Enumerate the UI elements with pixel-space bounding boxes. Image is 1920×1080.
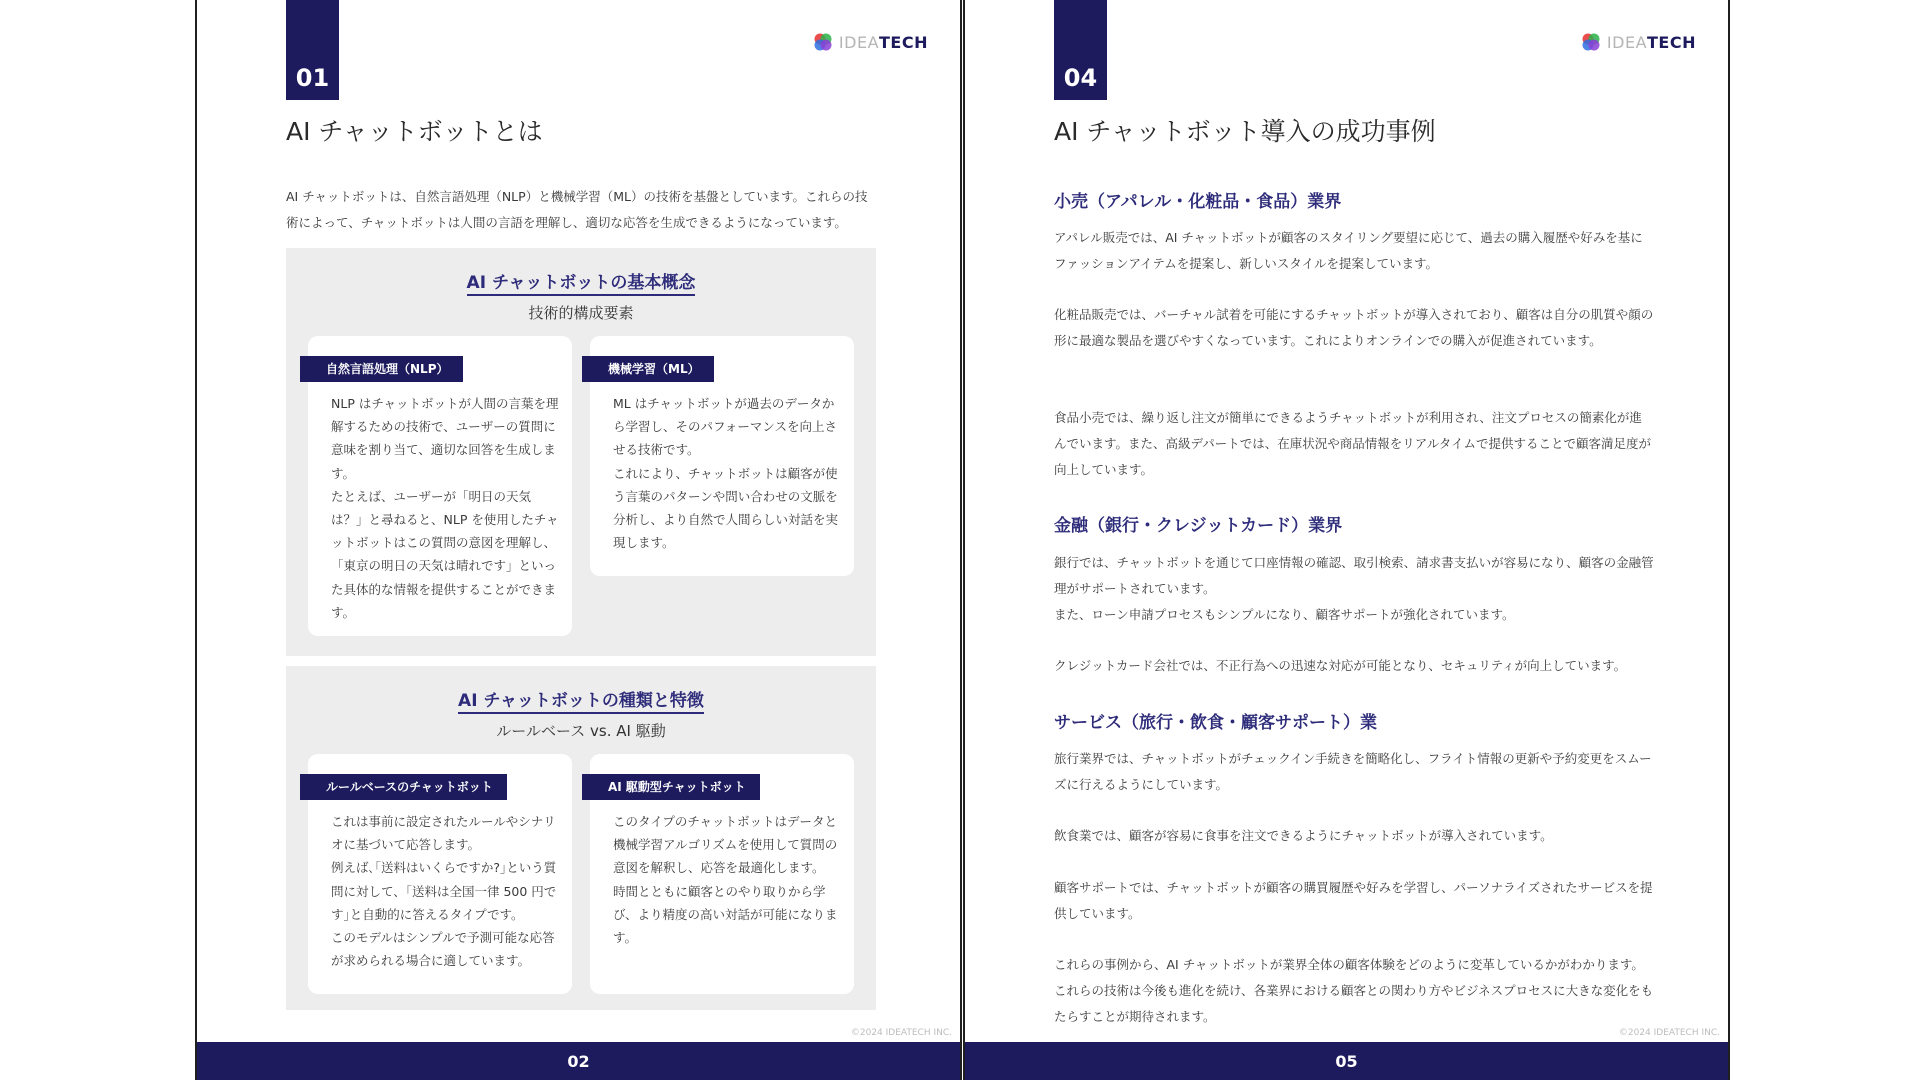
page-footer [965, 1042, 1728, 1080]
panel-title: AI チャットボットの種類と特徴 [286, 686, 876, 711]
section-heading-finance: 金融（銀行・クレジットカード）業界 [1054, 516, 1343, 536]
intro-paragraph: AI チャットボットは、自然言語処理（NLP）と機械学習（ML）の技術を基盤としています。これらの技術によって、チャットボットは人間の言語を理解し、適切な応答を生成できるようになっています。 [286, 189, 868, 230]
logo-icon [1581, 32, 1601, 52]
paragraph: 銀行では、チャットボットを通じて口座情報の確認、取引検索、請求書支払いが容易になり、顧客の金融管理がサポートされています。 また、ローン申請プロセスもシンプルになり、顧客サポートが強化されています。 [1054, 555, 1654, 622]
rule-based-card-label: ルールベースのチャットボット [300, 774, 507, 800]
page-number: 05 [1335, 1051, 1358, 1071]
ai-driven-card [590, 754, 854, 994]
page-footer [197, 1042, 960, 1080]
copyright-text: ©2024 IDEATECH INC. [850, 1028, 952, 1038]
ai-driven-card-body: このタイプのチャットボットはデータと機械学習アルゴリズムを使用して質問の意図を解釈し、応答を最適化します。 時間とともに顧客とのやり取りから学び、より精度の高い対話が可能になります。 [613, 814, 838, 946]
ml-card-body: ML はチャットボットが過去のデータから学習し、そのパフォーマンスを向上させる技術です。 これにより、チャットボットは顧客が使う言葉のパターンや問い合わせの文脈を分析し、より自然で人間らしい対話を実現します。 [613, 396, 839, 551]
nlp-card [308, 336, 572, 636]
panel-title: AI チャットボットの基本概念 [286, 268, 876, 293]
document-page-left [195, 0, 962, 1080]
nlp-card-label: 自然言語処理（NLP） [300, 356, 463, 382]
paragraph: 飲食業では、顧客が容易に食事を注文できるようにチャットボットが導入されています。 [1054, 828, 1553, 843]
types-panel [286, 666, 876, 1010]
paragraph: アパレル販売では、AI チャットボットが顧客のスタイリング要望に応じて、過去の購入履歴や好みを基にファッションアイテムを提案し、新しいスタイルを提案しています。 [1054, 230, 1643, 271]
brand-logo [813, 32, 928, 52]
paragraph: 旅行業界では、チャットボットがチェックイン手続きを簡略化し、フライト情報の更新や予約変更をスムーズに行えるようにしています。 [1054, 751, 1652, 792]
brand-logo [1581, 32, 1696, 52]
basic-concepts-panel [286, 248, 876, 656]
nlp-card-body: NLP はチャットボットが人間の言葉を理解するための技術で、ユーザーの質問に意味を割り当て、適切な回答を生成します。 たとえば、ユーザーが「明日の天気は？」と尋ねると、NLP を使用したチャットボットはこの質問の意図を理解し、「東京の明日の天気は晴れです」といった具体的な情報を提供することができます。 [331, 396, 559, 620]
page-title: AI チャットボットとは [286, 117, 543, 146]
ai-driven-card-label: AI 駆動型チャットボット [582, 774, 760, 800]
panel-subtitle: ルールベース vs. AI 駆動 [496, 722, 666, 740]
logo-text: IDEATECH [1606, 32, 1696, 52]
page-title: AI チャットボット導入の成功事例 [1054, 117, 1436, 146]
section-number-tab: 04 [1054, 0, 1107, 100]
ml-card [590, 336, 854, 576]
document-page-right [963, 0, 1730, 1080]
rule-based-card-body: これは事前に設定されたルールやシナリオに基づいて応答します。 例えば､｢送料はいくらですか?｣という質問に対して、｢送料は全国一律 500 円です｣と自動的に答えるタイプです。 このモデルはシンプルで予測可能な応答が求められる場合に適しています。 [331, 814, 557, 969]
paragraph: 顧客サポートでは、チャットボットが顧客の購買履歴や好みを学習し、パーソナライズされたサービスを提供しています。 [1054, 880, 1653, 921]
logo-text: IDEATECH [838, 32, 928, 52]
ml-card-label: 機械学習（ML） [582, 356, 714, 382]
copyright-text: ©2024 IDEATECH INC. [1618, 1028, 1720, 1038]
paragraph: これらの事例から、AI チャットボットが業界全体の顧客体験をどのように変革しているかがわかります。これらの技術は今後も進化を続け、各業界における顧客との関わり方やビジネスプロセスに大きな変化をもたらすことが期待されます。 [1054, 957, 1654, 1024]
section-heading-retail: 小売（アパレル・化粧品・食品）業界 [1054, 192, 1342, 212]
section-heading-service: サービス（旅行・飲食・顧客サポート）業 [1054, 713, 1377, 733]
paragraph: 化粧品販売では、バーチャル試着を可能にするチャットボットが導入されており、顧客は自分の肌質や顔の形に最適な製品を選びやすくなっています。これによりオンラインでの購入が促進されています。 [1054, 307, 1654, 348]
page-number: 02 [567, 1051, 590, 1071]
panel-subtitle: 技術的構成要素 [528, 304, 634, 322]
rule-based-card [308, 754, 572, 994]
paragraph: クレジットカード会社では、不正行為への迅速な対応が可能となり、セキュリティが向上しています。 [1054, 658, 1627, 673]
section-number-tab: 01 [286, 0, 339, 100]
logo-icon [813, 32, 833, 52]
paragraph: 食品小売では、繰り返し注文が簡単にできるようチャットボットが利用され、注文プロセスの簡素化が進んでいます。また、高級デパートでは、在庫状況や商品情報をリアルタイムで提供することで顧客満足度が向上しています。 [1054, 410, 1652, 477]
